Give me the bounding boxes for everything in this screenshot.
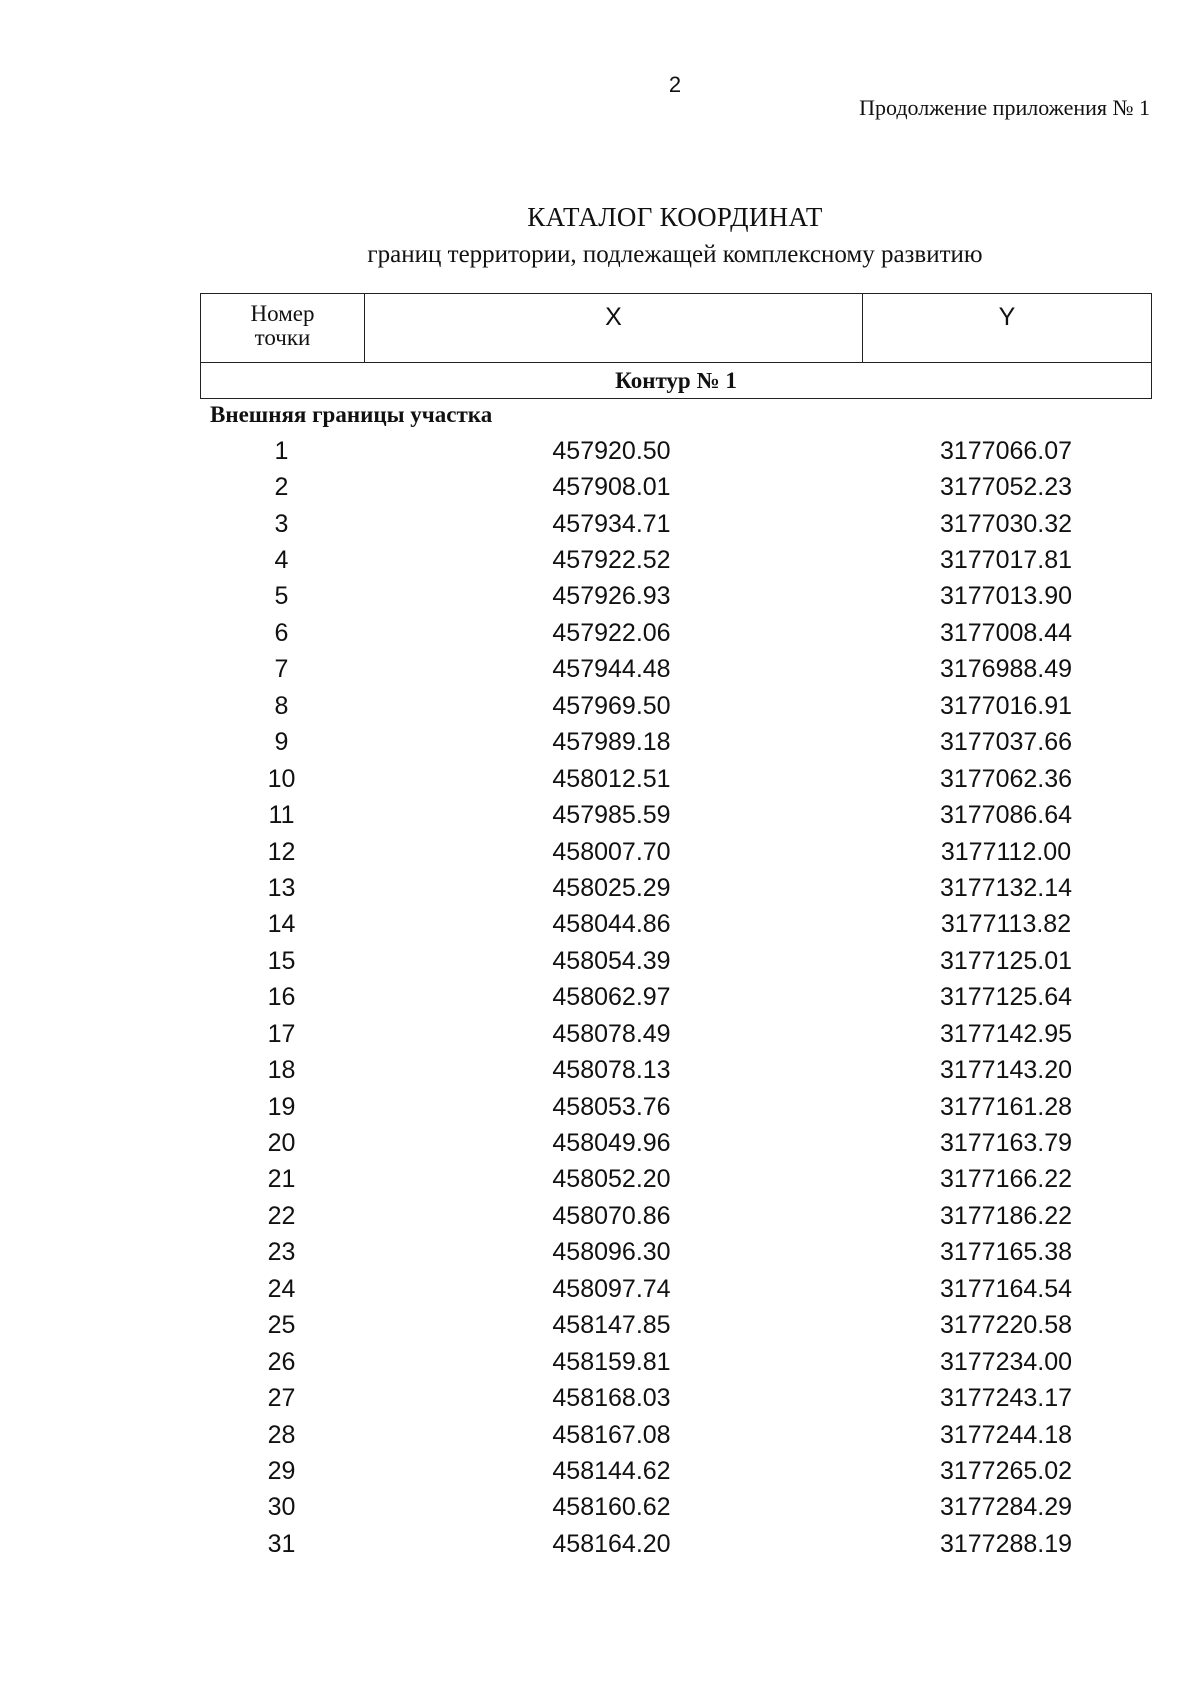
y-coordinate: 3177186.22	[939, 1201, 1073, 1230]
point-number-header-line1: Номер	[250, 301, 315, 326]
point-number: 17	[267, 1019, 296, 1048]
point-number: 30	[267, 1493, 296, 1522]
y-coordinate: 3177288.19	[939, 1529, 1073, 1558]
table-row	[200, 1490, 1152, 1526]
table-row	[200, 761, 1152, 797]
y-coordinate: 3177142.95	[939, 1019, 1073, 1048]
x-coordinate: 458062.97	[552, 983, 671, 1012]
table-row	[200, 1125, 1152, 1161]
y-coordinate: 3177284.29	[939, 1493, 1073, 1522]
y-coordinate: 3177037.66	[939, 728, 1073, 757]
y-coordinate: 3177062.36	[939, 764, 1073, 793]
table-row	[200, 725, 1152, 761]
y-coordinate: 3177013.90	[939, 582, 1073, 611]
coordinates-list	[200, 433, 1152, 1563]
point-number: 19	[267, 1092, 296, 1121]
table-row	[200, 506, 1152, 542]
table-row	[200, 688, 1152, 724]
y-coordinate: 3177125.01	[939, 946, 1073, 975]
table-row	[200, 907, 1152, 943]
y-coordinate: 3177164.54	[939, 1274, 1073, 1303]
x-coordinate: 457989.18	[552, 728, 671, 757]
y-coordinate: 3177166.22	[939, 1165, 1073, 1194]
x-coordinate: 458096.30	[552, 1238, 671, 1267]
y-coordinate: 3177030.32	[939, 509, 1073, 538]
table-row	[200, 1417, 1152, 1453]
table-row	[200, 834, 1152, 870]
point-number: 24	[267, 1274, 296, 1303]
y-coordinate: 3177163.79	[939, 1129, 1073, 1158]
table-row	[200, 1344, 1152, 1380]
x-coordinate: 457985.59	[552, 801, 671, 830]
point-number-header	[201, 294, 365, 363]
point-number: 6	[274, 618, 289, 647]
x-coordinate: 457926.93	[552, 582, 671, 611]
table-row	[200, 615, 1152, 651]
document-title: КАТАЛОГ КООРДИНАТ	[527, 202, 823, 232]
x-coordinate: 458167.08	[552, 1420, 671, 1449]
table-row	[200, 943, 1152, 979]
y-coordinate: 3177143.20	[939, 1056, 1073, 1085]
y-coordinate: 3177243.17	[939, 1384, 1073, 1413]
table-row	[200, 542, 1152, 578]
point-number: 15	[267, 946, 296, 975]
y-coordinate: 3177016.91	[939, 691, 1073, 720]
x-coordinate: 458144.62	[552, 1456, 671, 1485]
x-coordinate: 458025.29	[552, 873, 671, 902]
section-title: Внешняя границы участка	[210, 402, 493, 427]
x-coordinate: 458159.81	[552, 1347, 671, 1376]
x-coordinate: 457922.06	[552, 618, 671, 647]
x-coordinate: 458052.20	[552, 1165, 671, 1194]
point-number: 27	[267, 1384, 296, 1413]
table-row	[200, 652, 1152, 688]
y-coordinate: 3177112.00	[940, 837, 1072, 866]
y-header: Y	[863, 294, 1152, 363]
y-coordinate: 3177234.00	[939, 1347, 1073, 1376]
table-row	[200, 1016, 1152, 1052]
point-number: 16	[267, 983, 296, 1012]
table-row	[200, 433, 1152, 469]
x-coordinate: 458012.51	[552, 764, 671, 793]
x-coordinate: 457934.71	[552, 509, 671, 538]
point-number: 3	[274, 509, 289, 538]
point-number: 9	[274, 728, 289, 757]
point-number: 22	[267, 1201, 296, 1230]
y-coordinate: 3177086.64	[939, 801, 1073, 830]
table-row	[200, 1235, 1152, 1271]
table-row	[200, 980, 1152, 1016]
table-row	[200, 1453, 1152, 1489]
x-coordinate: 458078.13	[552, 1056, 671, 1085]
point-number: 7	[274, 655, 289, 684]
coordinates-header-table	[200, 293, 1152, 399]
x-coordinate: 458164.20	[552, 1529, 671, 1558]
y-coordinate: 3177052.23	[939, 473, 1073, 502]
point-number: 21	[267, 1165, 296, 1194]
y-coordinate: 3177165.38	[939, 1238, 1073, 1267]
point-number: 12	[267, 837, 296, 866]
x-coordinate: 457920.50	[552, 436, 671, 465]
point-number: 5	[274, 582, 289, 611]
y-coordinate: 3177113.82	[940, 910, 1072, 939]
point-number: 26	[267, 1347, 296, 1376]
contour-label: Контур № 1	[201, 363, 1152, 399]
header-row	[201, 294, 1152, 363]
x-header: X	[365, 294, 863, 363]
appendix-note: Продолжение приложения № 1	[859, 95, 1150, 120]
x-coordinate: 458147.85	[552, 1311, 671, 1340]
point-number: 31	[267, 1529, 296, 1558]
table-row	[200, 579, 1152, 615]
page-number: 2	[668, 72, 682, 97]
y-coordinate: 3176988.49	[939, 655, 1073, 684]
point-number-header-line2: точки	[254, 325, 311, 350]
point-number: 29	[267, 1456, 296, 1485]
x-coordinate: 458044.86	[552, 910, 671, 939]
point-number: 18	[267, 1056, 296, 1085]
point-number: 11	[268, 801, 295, 830]
point-number: 14	[267, 910, 296, 939]
x-coordinate: 457908.01	[552, 473, 671, 502]
x-coordinate: 457922.52	[552, 546, 671, 575]
y-coordinate: 3177220.58	[939, 1311, 1073, 1340]
x-coordinate: 458070.86	[552, 1201, 671, 1230]
table-row	[200, 1526, 1152, 1562]
point-number: 23	[267, 1238, 296, 1267]
y-coordinate: 3177125.64	[939, 983, 1073, 1012]
table-row	[200, 1380, 1152, 1416]
table-row	[200, 469, 1152, 505]
point-number: 1	[274, 436, 289, 465]
contour-row	[201, 363, 1152, 399]
table-row	[200, 1052, 1152, 1088]
x-coordinate: 458049.96	[552, 1129, 671, 1158]
table-row	[200, 1089, 1152, 1125]
point-number: 25	[267, 1311, 296, 1340]
point-number: 4	[274, 546, 289, 575]
x-coordinate: 458078.49	[552, 1019, 671, 1048]
x-coordinate: 458053.76	[552, 1092, 671, 1121]
point-number: 13	[267, 873, 296, 902]
y-coordinate: 3177132.14	[939, 873, 1073, 902]
point-number: 8	[274, 691, 289, 720]
x-coordinate: 457944.48	[552, 655, 671, 684]
table-row	[200, 1198, 1152, 1234]
x-coordinate: 458168.03	[552, 1384, 671, 1413]
y-coordinate: 3177066.07	[939, 436, 1073, 465]
y-coordinate: 3177265.02	[939, 1456, 1073, 1485]
document-subtitle: границ территории, подлежащей комплексному развитию	[367, 241, 983, 268]
table-row	[200, 870, 1152, 906]
y-coordinate: 3177161.28	[939, 1092, 1073, 1121]
y-coordinate: 3177008.44	[939, 618, 1073, 647]
y-coordinate: 3177017.81	[939, 546, 1073, 575]
x-coordinate: 458097.74	[552, 1274, 671, 1303]
point-number: 28	[267, 1420, 296, 1449]
point-number: 20	[267, 1129, 296, 1158]
x-coordinate: 457969.50	[552, 691, 671, 720]
x-coordinate: 458160.62	[552, 1493, 671, 1522]
table-row	[200, 797, 1152, 833]
point-number: 10	[267, 764, 296, 793]
x-coordinate: 458007.70	[552, 837, 671, 866]
point-number: 2	[274, 473, 289, 502]
y-coordinate: 3177244.18	[939, 1420, 1073, 1449]
table-row	[200, 1271, 1152, 1307]
x-coordinate: 458054.39	[552, 946, 671, 975]
table-row	[200, 1162, 1152, 1198]
table-row	[200, 1308, 1152, 1344]
